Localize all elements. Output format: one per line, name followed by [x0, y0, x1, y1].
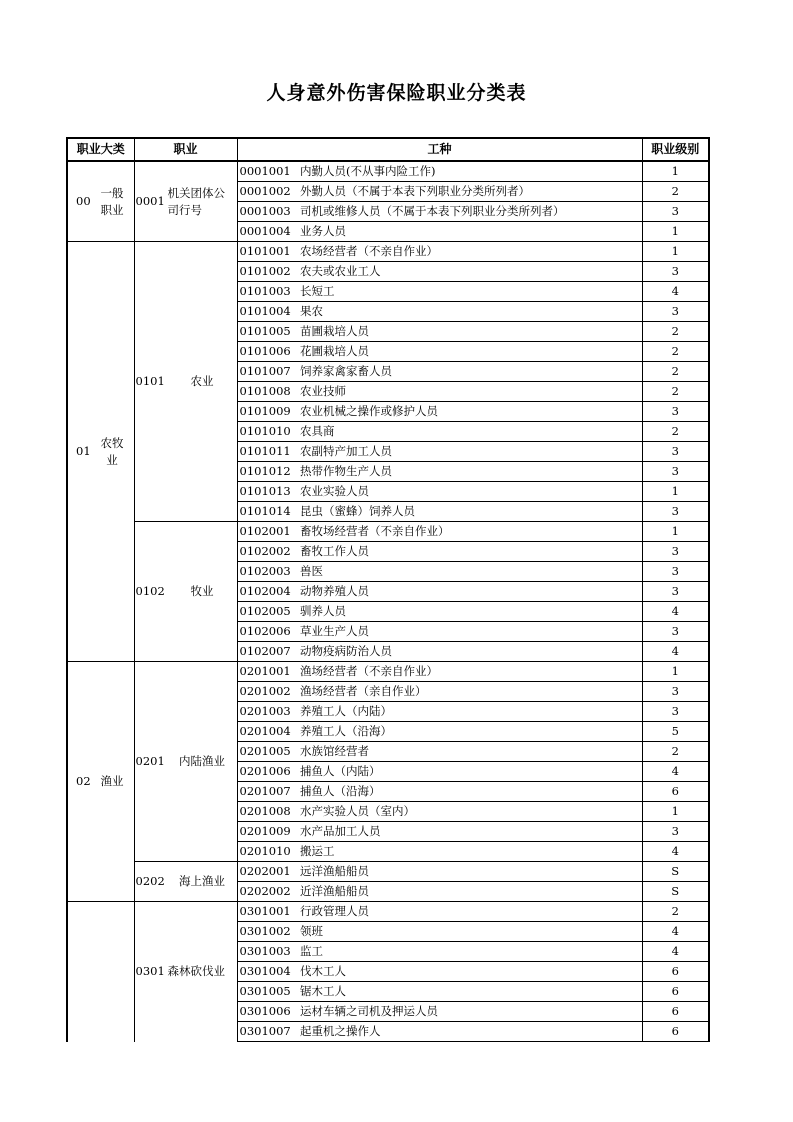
job-level: 2 [642, 362, 709, 382]
job-name: 养殖工人（内陆） [300, 702, 642, 722]
job-level: 2 [642, 182, 709, 202]
job-name: 草业生产人员 [300, 622, 642, 642]
job-name: 花圃栽培人员 [300, 342, 642, 362]
occupation-table-frame [66, 137, 710, 1042]
occupation-code: 0301 [135, 964, 165, 979]
job-code: 0101008 [237, 382, 300, 402]
job-code: 0101007 [237, 362, 300, 382]
job-code: 0101005 [237, 322, 300, 342]
job-name: 水族馆经营者 [300, 742, 642, 762]
job-name: 捕鱼人（沿海） [300, 782, 642, 802]
occupation-name: 森林砍伐业 [167, 964, 225, 979]
occupation-cell [134, 862, 237, 902]
header-category: 职业大类 [67, 138, 134, 161]
job-name: 动物疫病防治人员 [300, 642, 642, 662]
header-occupation: 职业 [134, 138, 237, 161]
occupation-cell [134, 161, 237, 242]
job-name: 农业实验人员 [300, 482, 642, 502]
job-name: 司机或维修人员（不属于本表下列职业分类所列者） [300, 202, 642, 222]
job-code: 0101001 [237, 242, 300, 262]
job-name: 水产品加工人员 [300, 822, 642, 842]
job-code: 0102004 [237, 582, 300, 602]
occupation-cell [134, 662, 237, 862]
job-code: 0101010 [237, 422, 300, 442]
job-name: 近洋渔船船员 [300, 882, 642, 902]
job-code: 0201007 [237, 782, 300, 802]
job-level: 3 [642, 582, 709, 602]
job-name: 农业机械之操作或修护人员 [300, 402, 642, 422]
job-code: 0102001 [237, 522, 300, 542]
job-level: 2 [642, 422, 709, 442]
job-name: 起重机之操作人 [300, 1022, 642, 1042]
job-name: 农具商 [300, 422, 642, 442]
category-name: 一般职业 [100, 185, 124, 217]
occupation-code: 0001 [135, 194, 165, 208]
job-code: 0102006 [237, 622, 300, 642]
category-cell [67, 242, 134, 662]
job-level: 3 [642, 542, 709, 562]
job-code: 0101014 [237, 502, 300, 522]
job-name: 渔场经营者（不亲自作业） [300, 662, 642, 682]
job-code: 0102002 [237, 542, 300, 562]
job-name: 监工 [300, 942, 642, 962]
job-code: 0001003 [237, 202, 300, 222]
job-code: 0101013 [237, 482, 300, 502]
job-level: 3 [642, 402, 709, 422]
job-level: 1 [642, 482, 709, 502]
job-name: 运材车辆之司机及押运人员 [300, 1002, 642, 1022]
job-level: 2 [642, 742, 709, 762]
job-code: 0301004 [237, 962, 300, 982]
job-level: 1 [642, 522, 709, 542]
job-code: 0101006 [237, 342, 300, 362]
category-code: 01 [76, 444, 91, 458]
job-name: 昆虫（蜜蜂）饲养人员 [300, 502, 642, 522]
job-code: 0201004 [237, 722, 300, 742]
job-level: 3 [642, 682, 709, 702]
job-name: 苗圃栽培人员 [300, 322, 642, 342]
occupation-name: 牧业 [190, 584, 214, 598]
job-code: 0201008 [237, 802, 300, 822]
job-level: 3 [642, 442, 709, 462]
job-name: 饲养家禽家畜人员 [300, 362, 642, 382]
table-row [67, 522, 709, 542]
job-level: 4 [642, 602, 709, 622]
job-name: 果农 [300, 302, 642, 322]
job-name: 领班 [300, 922, 642, 942]
job-code: 0201005 [237, 742, 300, 762]
job-code: 0102003 [237, 562, 300, 582]
job-name: 水产实验人员（室内） [300, 802, 642, 822]
job-level: 3 [642, 822, 709, 842]
table-row [67, 161, 709, 182]
job-level: 4 [642, 922, 709, 942]
table-row [67, 242, 709, 262]
job-level: 3 [642, 202, 709, 222]
job-level: 3 [642, 562, 709, 582]
job-level: 2 [642, 382, 709, 402]
job-level: 6 [642, 782, 709, 802]
job-code: 0301005 [237, 982, 300, 1002]
job-level: 3 [642, 462, 709, 482]
job-level: S [642, 862, 709, 882]
occupation-name: 海上渔业 [179, 874, 225, 888]
job-name: 行政管理人员 [300, 902, 642, 922]
job-name: 热带作物生产人员 [300, 462, 642, 482]
occupation-cell [134, 242, 237, 522]
header-level: 职业级别 [642, 138, 709, 161]
occupation-code: 0201 [135, 754, 165, 768]
job-level: 4 [642, 942, 709, 962]
job-code: 0101009 [237, 402, 300, 422]
job-level: S [642, 882, 709, 902]
category-cell [67, 662, 134, 902]
job-level: 2 [642, 322, 709, 342]
job-name: 伐木工人 [300, 962, 642, 982]
job-name: 驯养人员 [300, 602, 642, 622]
table-row [67, 662, 709, 682]
job-code: 0201006 [237, 762, 300, 782]
job-name: 业务人员 [300, 222, 642, 242]
job-code: 0101002 [237, 262, 300, 282]
table-row [67, 862, 709, 882]
job-code: 0301007 [237, 1022, 300, 1042]
job-level: 6 [642, 1022, 709, 1042]
table-header-row [67, 138, 709, 161]
occupation-name: 内陆渔业 [179, 754, 225, 768]
job-level: 1 [642, 802, 709, 822]
category-name: 农牧业 [100, 435, 124, 467]
job-name: 渔场经营者（亲自作业） [300, 682, 642, 702]
job-name: 长短工 [300, 282, 642, 302]
job-name: 锯木工人 [300, 982, 642, 1002]
job-code: 0101012 [237, 462, 300, 482]
job-level: 2 [642, 902, 709, 922]
job-level: 6 [642, 982, 709, 1002]
occupation-code: 0102 [135, 584, 165, 598]
job-level: 6 [642, 962, 709, 982]
job-name: 畜牧场经营者（不亲自作业） [300, 522, 642, 542]
job-level: 3 [642, 262, 709, 282]
job-level: 1 [642, 242, 709, 262]
job-code: 0201003 [237, 702, 300, 722]
job-name: 农夫或农业工人 [300, 262, 642, 282]
job-name: 农场经营者（不亲自作业） [300, 242, 642, 262]
job-name: 捕鱼人（内陆） [300, 762, 642, 782]
job-code: 0202002 [237, 882, 300, 902]
job-level: 2 [642, 342, 709, 362]
job-code: 0001002 [237, 182, 300, 202]
job-name: 兽医 [300, 562, 642, 582]
job-code: 0202001 [237, 862, 300, 882]
job-code: 0101003 [237, 282, 300, 302]
job-code: 0001004 [237, 222, 300, 242]
job-level: 4 [642, 762, 709, 782]
job-level: 1 [642, 222, 709, 242]
job-code: 0102007 [237, 642, 300, 662]
occupation-name: 机关团体公司行号 [167, 185, 225, 217]
job-level: 4 [642, 642, 709, 662]
job-code: 0201002 [237, 682, 300, 702]
occupation-cell [134, 902, 237, 1042]
category-code: 02 [76, 774, 91, 788]
job-code: 0301006 [237, 1002, 300, 1022]
occupation-code: 0101 [135, 374, 165, 388]
occupation-name: 农业 [190, 374, 214, 388]
table-row [67, 902, 709, 922]
job-code: 0201010 [237, 842, 300, 862]
category-code: 00 [76, 194, 91, 208]
job-code: 0101011 [237, 442, 300, 462]
occupation-cell [134, 522, 237, 662]
job-level: 4 [642, 282, 709, 302]
job-name: 内勤人员(不从事内险工作) [300, 161, 642, 182]
page-title: 人身意外伤害保险职业分类表 [266, 82, 527, 104]
job-code: 0301002 [237, 922, 300, 942]
job-name: 动物养殖人员 [300, 582, 642, 602]
job-level: 1 [642, 662, 709, 682]
table-body [67, 161, 709, 1042]
job-code: 0301003 [237, 942, 300, 962]
job-level: 4 [642, 842, 709, 862]
job-name: 养殖工人（沿海） [300, 722, 642, 742]
job-code: 0102005 [237, 602, 300, 622]
job-level: 5 [642, 722, 709, 742]
job-name: 搬运工 [300, 842, 642, 862]
job-code: 0101004 [237, 302, 300, 322]
job-level: 6 [642, 1002, 709, 1022]
header-job: 工种 [237, 138, 642, 161]
job-level: 3 [642, 622, 709, 642]
job-name: 畜牧工作人员 [300, 542, 642, 562]
occupation-table [66, 137, 710, 1042]
job-level: 3 [642, 302, 709, 322]
job-name: 农业技师 [300, 382, 642, 402]
job-name: 远洋渔船船员 [300, 862, 642, 882]
category-cell [67, 161, 134, 242]
job-level: 3 [642, 502, 709, 522]
job-name: 农副特产加工人员 [300, 442, 642, 462]
job-code: 0201009 [237, 822, 300, 842]
job-level: 3 [642, 702, 709, 722]
job-name: 外勤人员（不属于本表下列职业分类所列者） [300, 182, 642, 202]
job-code: 0001001 [237, 161, 300, 182]
job-level: 1 [642, 161, 709, 182]
job-code: 0301001 [237, 902, 300, 922]
category-name: 渔业 [100, 774, 124, 788]
occupation-code: 0202 [135, 874, 165, 888]
category-cell [67, 902, 134, 1042]
job-code: 0201001 [237, 662, 300, 682]
